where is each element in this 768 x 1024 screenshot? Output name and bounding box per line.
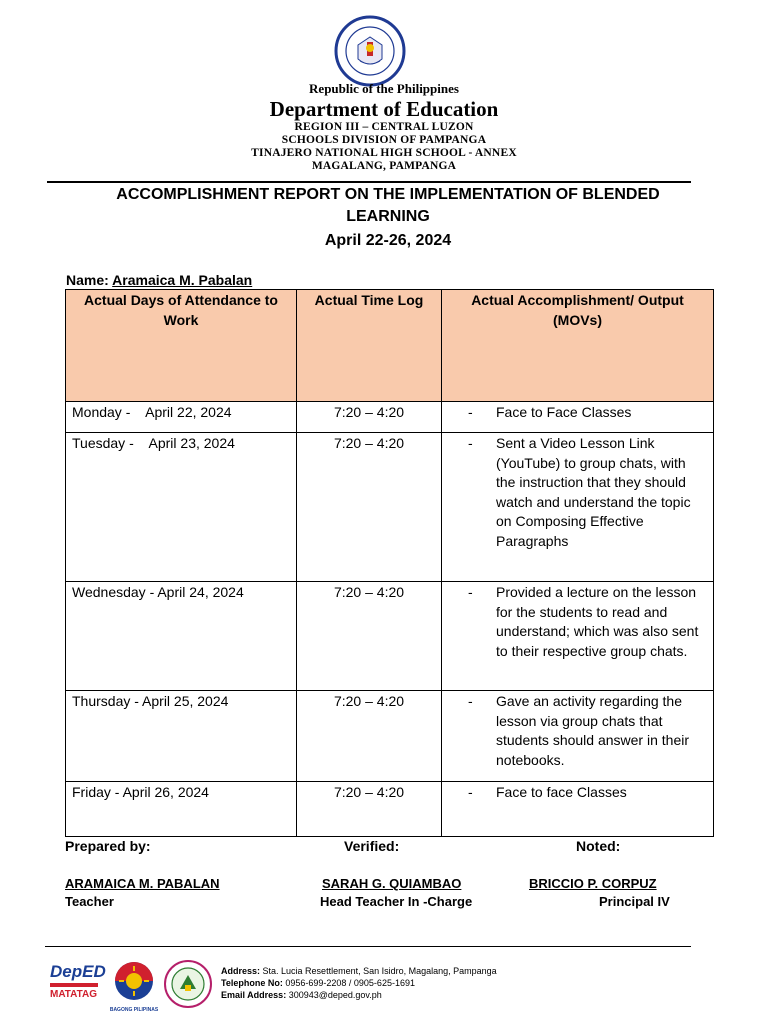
- row-day: Monday - April 22, 2024: [66, 402, 297, 433]
- row-accomplishment: [442, 782, 714, 837]
- table-row: [66, 782, 714, 837]
- accomplishment-text: Face to Face Classes: [496, 404, 632, 420]
- email-label: Email Address:: [221, 990, 287, 1000]
- telephone-label: Telephone No:: [221, 978, 283, 988]
- deped-logo-text: DepED: [50, 962, 106, 981]
- address-value: Sta. Lucia Resettlement, San Isidro, Magalang, Pampanga: [262, 966, 497, 976]
- header-time-log: Actual Time Log: [297, 290, 442, 402]
- table-row: [66, 433, 714, 582]
- row-day: Friday - April 26, 2024: [66, 782, 297, 837]
- header-accomplishment: Actual Accomplishment/ Output (MOVs): [442, 290, 714, 402]
- accomplishment-text: Gave an activity regarding the lesson via group chats that students should answer in their notebooks.: [496, 693, 689, 768]
- bullet-dash: -: [468, 784, 473, 800]
- accomplishment-table: [65, 289, 714, 837]
- footer-email: [221, 989, 382, 1001]
- bullet-dash: -: [468, 435, 473, 451]
- row-time: 7:20 – 4:20: [297, 691, 442, 782]
- row-accomplishment: [442, 582, 714, 691]
- row-accomplishment: [442, 402, 714, 433]
- footer-address: [221, 965, 497, 977]
- noted-label: Noted:: [576, 838, 621, 854]
- name-value: Aramaica M. Pabalan: [112, 272, 253, 288]
- accomplishment-text: Sent a Video Lesson Link (YouTube) to group chats, with the instruction that they should watch and understand the topic on Composing Effective Paragraphs: [496, 435, 691, 549]
- bullet-dash: -: [468, 584, 473, 600]
- bagong-pilipinas-text: BAGONG PILIPINAS: [109, 1007, 159, 1013]
- email-value: 300943@deped.gov.ph: [288, 990, 382, 1000]
- bagong-pilipinas-logo: [108, 960, 160, 1018]
- row-day: Thursday - April 25, 2024: [66, 691, 297, 782]
- row-time: 7:20 – 4:20: [297, 402, 442, 433]
- accomplishment-text: Face to face Classes: [496, 784, 627, 800]
- report-date-range: April 22-26, 2024: [324, 232, 452, 249]
- report-title-line1: ACCOMPLISHMENT REPORT ON THE IMPLEMENTATION OF BLENDED: [116, 186, 660, 203]
- deped-matatag-logo: [50, 963, 106, 1015]
- verified-name: SARAH G. QUIAMBAO: [322, 876, 462, 891]
- prepared-role: Teacher: [65, 894, 114, 909]
- table-row: [66, 402, 714, 433]
- footer-telephone: [221, 977, 415, 989]
- bullet-dash: -: [468, 693, 473, 709]
- header-days: Actual Days of Attendance to Work: [66, 290, 297, 402]
- table-row: [66, 582, 714, 691]
- table-row: [66, 691, 714, 782]
- row-time: 7:20 – 4:20: [297, 582, 442, 691]
- deped-seal-logo: [334, 15, 406, 87]
- address-label: Address:: [221, 966, 261, 976]
- location-line: MAGALANG, PAMPANGA: [311, 160, 457, 172]
- row-time: 7:20 – 4:20: [297, 433, 442, 582]
- republic-line: Republic of the Philippines: [309, 81, 459, 96]
- row-accomplishment: [442, 691, 714, 782]
- table-header-row: [66, 290, 714, 402]
- telephone-value: 0956-699-2208 / 0905-625-1691: [285, 978, 415, 988]
- verified-label: Verified:: [344, 838, 400, 854]
- header-divider: [47, 181, 691, 183]
- school-seal-logo: [163, 959, 213, 1009]
- matatag-text: MATATAG: [50, 989, 98, 1000]
- noted-role: Principal IV: [599, 894, 670, 909]
- name-row: [66, 272, 252, 288]
- school-line: TINAJERO NATIONAL HIGH SCHOOL - ANNEX: [251, 147, 517, 159]
- row-time: 7:20 – 4:20: [297, 782, 442, 837]
- prepared-by-label: Prepared by:: [65, 838, 151, 854]
- region-line: REGION III – CENTRAL LUZON: [294, 121, 474, 133]
- bagong-pilipinas-emblem-icon: [113, 960, 155, 1002]
- report-title-line2: LEARNING: [346, 208, 430, 225]
- row-day: Wednesday - April 24, 2024: [66, 582, 297, 691]
- verified-role: Head Teacher In -Charge: [320, 894, 473, 909]
- footer-divider: [45, 946, 691, 947]
- prepared-name: ARAMAICA M. PABALAN: [65, 876, 220, 891]
- division-line: SCHOOLS DIVISION OF PAMPANGA: [281, 134, 487, 146]
- department-name: Department of Education: [269, 97, 499, 121]
- row-day: Tuesday - April 23, 2024: [66, 433, 297, 582]
- bullet-dash: -: [468, 404, 473, 420]
- row-accomplishment: [442, 433, 714, 582]
- accomplishment-text: Provided a lecture on the lesson for the students to read and understand; which was also sent to their respective group chats.: [496, 584, 699, 659]
- noted-name: BRICCIO P. CORPUZ: [529, 876, 657, 891]
- name-label: Name:: [66, 272, 113, 288]
